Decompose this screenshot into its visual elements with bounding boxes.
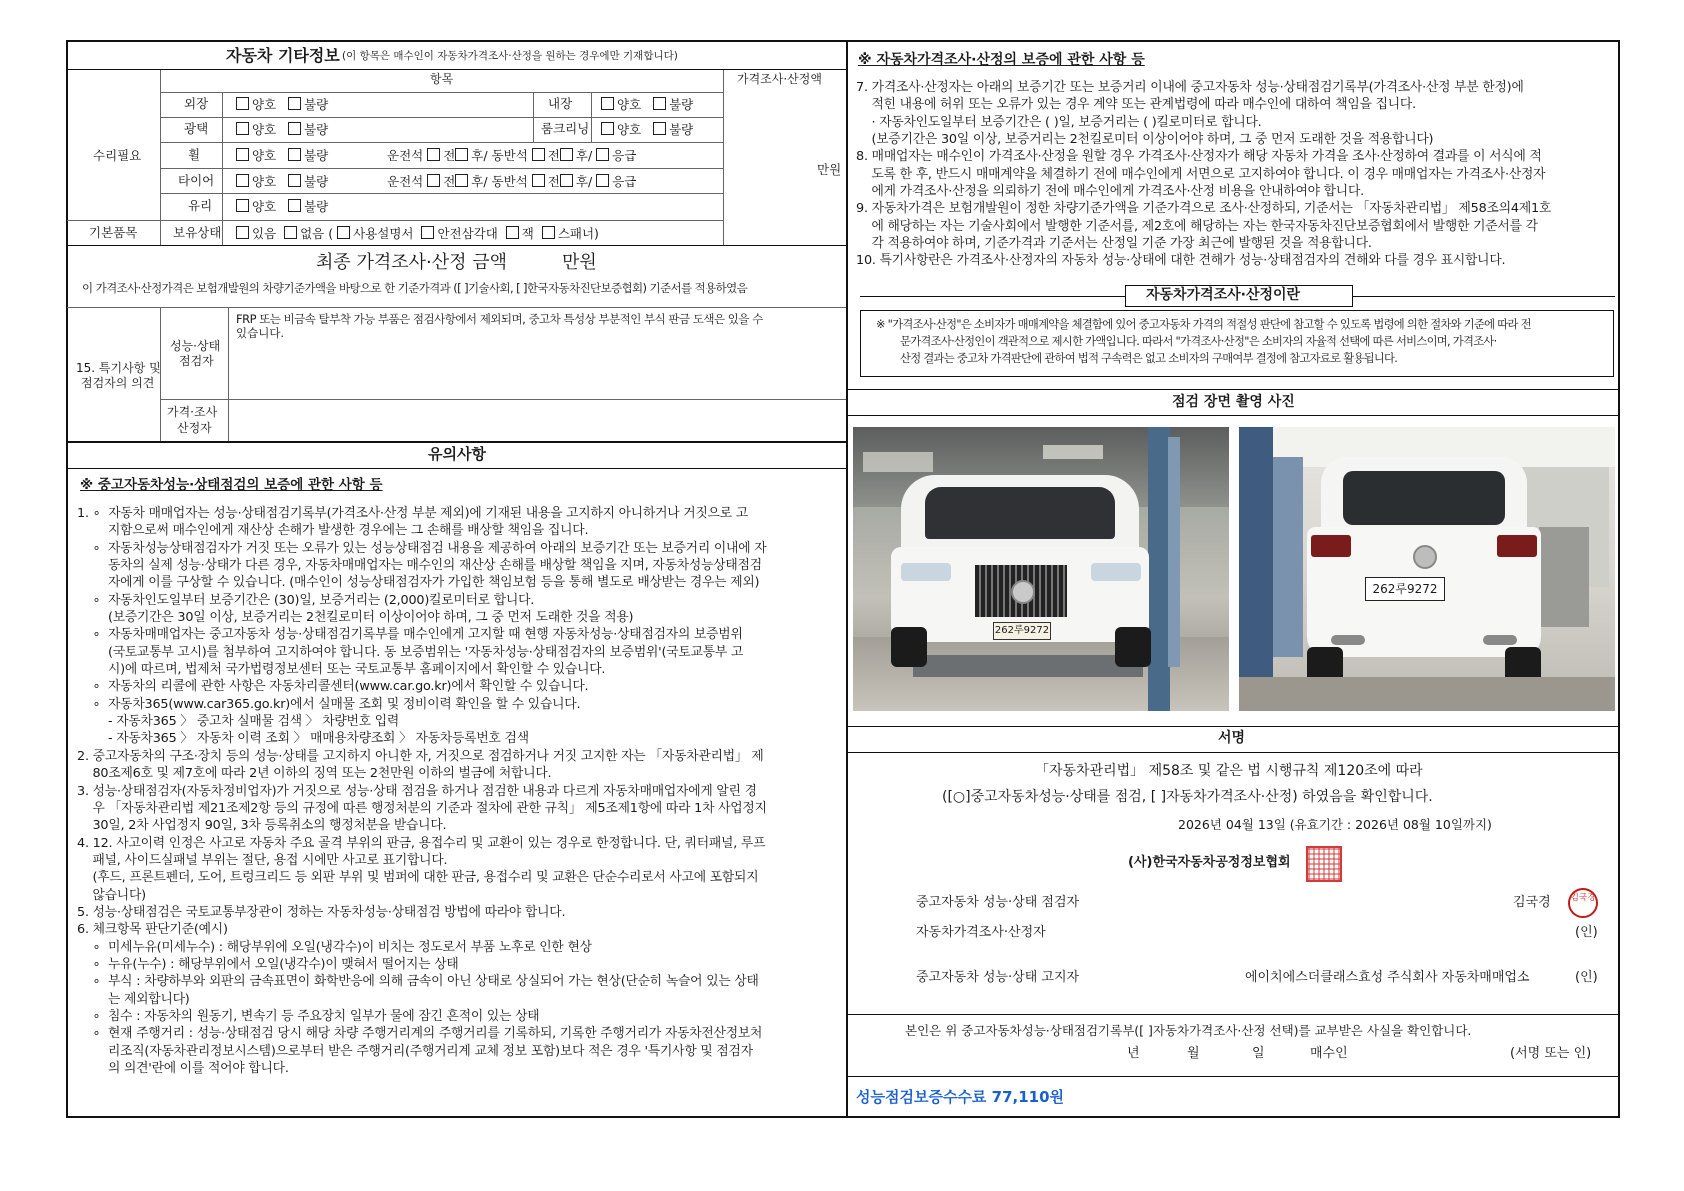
notice-line: ∘ 미세누유(미세누수) : 해당부위에 오일(냉각수)이 비치는 정도로서 부품 노후로 인한 현상 [77,939,592,955]
notice-line: 의 의견'란에 이를 적어야 합니다. [77,1061,289,1076]
lift-pillar [1148,427,1170,711]
notice-line: ∘ 누유(누수) : 해당부위에서 오일(냉각수)이 맺혀서 떨어지는 상태 [77,956,459,972]
spanner-label: 스패너) [557,226,599,241]
other-info-note: (이 항목은 매수인이 자동차가격조사·산정을 원하는 경우에만 기재합니다) [342,50,678,62]
special-remarks-label-1: 15. 특기사항 및 [76,361,161,375]
notice-line: (보증기간은 30일 이상, 보증거리는 2천킬로미터 이상이어야 하며, 그 중 먼저 도래한 것을 적용) [77,610,634,626]
sign-statement-1: 「자동차관리법」 제58조 및 같은 법 시행규칙 제120조에 따라 [1035,763,1423,779]
notice-line: ∘ 침수 : 자동차의 원동기, 변속기 등 주요장치 일부가 물에 잠긴 흔적이 있는 상태 [77,1008,540,1024]
grid-line [67,220,723,221]
month-label: 월 [1187,1046,1200,1061]
checkbox-icon[interactable] [532,174,545,187]
sign-statement-2: ([○]중고자동차성능·상태를 점검, [ ]자동차가격조사·산정) 하였음을 확인합니다. [942,789,1433,805]
manual-label: 사용설명서 [353,226,414,241]
row-room-cleaning: 룸크리닝 [541,121,590,136]
wheel-positions [387,148,636,163]
notice-line: ∘ 자동차365(www.car365.go.kr)에서 실매물 조회 및 정비이력 확인을 할 수 있습니다. [77,696,581,712]
guarantee-line: 7. 가격조사·산정자는 아래의 보증기간 또는 보증거리 이내에 중고자동차 성능·상태점검기록부(가격조사·산정 부분 한정)에 [856,80,1524,95]
guarantee-line: 9. 자동차가격은 보험개발원이 정한 차량기준가액을 기준가격으로 조사·산정하되, 기준서는 「자동차관리법」 제58조의4제1호 [856,201,1552,217]
front-label: 전 [547,174,560,189]
checkbox-icon[interactable] [288,97,301,110]
checkbox-icon[interactable] [236,174,249,187]
rear-label: 후/ [471,148,488,163]
bad-label: 불량 [304,174,329,189]
notice-line: 자에게 이를 구상할 수 있습니다. (매수인이 성능상태점검자가 가입한 책임보험 등을 통해 별도로 배상받는 경우는 제외) [77,575,760,591]
good-label: 양호 [252,199,277,214]
repair-label: 수리필요 [93,148,142,163]
rear-label: 후/ [471,174,488,189]
emergency-label: 응급 [612,148,637,163]
final-price-note: 이 가격조사·산정가격은 보험개발원의 차량기준가액을 바탕으로 한 기준가격과 ([ ]기술사회, [ ]한국자동차진단보증협회) 기준서를 적용하였음 [82,281,748,295]
item-header: 항목 [430,72,454,86]
bad-label: 불량 [304,97,329,112]
windshield [925,487,1115,539]
grid-line [228,307,229,442]
divider [848,415,1619,416]
guarantee-line: 도록 한 후, 반드시 매매계약을 체결하기 전에 매수인에게 서면으로 고지하여야 합니다. 이 경우 매매업자는 가격조사·산정자 [856,166,1546,182]
checkbox-icon[interactable] [532,148,545,161]
notice-line: 리조직(자동차관리정보시스템)으로부터 받은 주행거리(주행거리계 교체 정보 포함)보다 적은 경우 '특기사항 및 점검자 [77,1043,753,1059]
lift-platform [913,655,1143,677]
guarantee-body [856,79,1616,270]
notice-line: (국토교통부 고시)를 첨부하여 고지하여야 합니다. 동 보증범위는 '자동차성능·상태점검자의 보증범위'(국토교통부 고 [77,644,744,660]
guarantee-line: (보증기간은 30일 이상, 보증거리는 2천킬로미터 이상이어야 하며, 그 중 먼저 도래한 것을 적용합니다) [856,132,1434,148]
plate-rear: 262루9272 [1365,577,1445,601]
good-label: 양호 [252,148,277,163]
passenger-seat-label: 동반석 [491,148,528,163]
grid-line [160,92,723,93]
floor [1239,677,1615,711]
driver-seat-label: 운전석 [387,174,424,189]
checkbox-icon[interactable] [653,97,666,110]
row-owned-status: 보유상태 [173,225,222,240]
year-label: 년 [1127,1046,1140,1061]
notifier-name: 에이치에스더클래스효성 주식회사 자동차매매업소 [1245,970,1530,985]
room-options [601,122,693,137]
divider [848,752,1619,753]
glass-options [236,199,328,214]
notice-line: 3. 성능·상태점검자(자동차정비업자)가 거짓으로 성능·상태 점검을 하거나 점검한 내용과 다르게 자동차매매업자에게 알린 경 [77,783,757,799]
grid-line [67,307,846,308]
bad-label: 불량 [304,199,329,214]
checkbox-icon[interactable] [236,122,249,135]
checkbox-icon[interactable] [560,174,573,187]
grid-line [160,399,846,400]
seal-text: 김국경 [1570,893,1596,903]
notice-line: 패널, 사이드실패널 부위는 절단, 용접 시에만 사고로 표기합니다. [77,852,448,868]
checkbox-icon[interactable] [236,199,249,212]
notice-line: 동차의 실제 성능·상태가 다른 경우, 자동차매매업자는 매수인의 재산상 손해를 배상할 책임을 지며, 자동차성능상태점검 [77,558,762,574]
appraiser-label-2: 산정자 [177,421,212,435]
checkbox-icon[interactable] [455,174,468,187]
other-info-title: 자동차 기타정보 [226,46,340,65]
notice-line: 는 제외합니다) [77,991,190,1007]
notice-line: - 자동차365 〉 자동차 이력 조회 〉 매매용차량조회 〉 자동차등록번호 검색 [77,731,529,747]
notice-line: 30일, 2차 사업정지 90일, 3차 등록취소의 행정처분을 받습니다. [77,818,447,834]
checkbox-icon[interactable] [427,174,440,187]
bad-label: 불량 [304,122,329,137]
owned-no-label: 없음 ( [300,226,334,241]
fee-text: 성능점검보증수수료 77,110원 [856,1088,1065,1106]
appraiser-seal-mark: (인) [1575,925,1598,940]
inspector-name: 김국경 [1513,895,1551,910]
notice-line: 4. 12. 사고이력 인정은 사고로 자동차 주요 골격 부위의 판금, 용접수리 및 교환이 있는 경우로 한정합니다. 단, 쿼터패널, 루프 [77,835,766,851]
headlight [901,563,951,581]
checkbox-icon[interactable] [236,226,249,239]
jack-label: 잭 [521,226,534,241]
checkbox-icon[interactable] [421,226,434,239]
notice-body [77,505,842,1077]
bad-label: 불량 [669,97,694,112]
basic-items-label: 기본품목 [89,225,138,240]
divider [67,468,846,469]
price-unit: 만원 [817,162,842,177]
sign-title: 서명 [1218,730,1246,746]
tire [891,627,927,667]
notice-line: 80조제6호 및 제7호에 따라 2년 이하의 징역 또는 2천만원 이하의 벌금에 처합니다. [77,766,552,782]
taillight [1311,535,1351,557]
checkbox-icon[interactable] [288,199,301,212]
notice-line: 지함으로써 매수인에게 재산상 손해가 발생한 경우에는 그 손해를 배상할 책임을 집니다. [77,523,589,539]
checkbox-icon[interactable] [236,148,249,161]
sign-date: 2026년 04월 13일 (유효기간 : 2026년 08월 10일까지) [1178,817,1492,832]
divider [67,441,846,443]
row-gloss: 광택 [184,121,209,136]
checkbox-icon[interactable] [542,226,555,239]
guarantee-heading: ※ 자동차가격조사·산정의 보증에 관한 사항 등 [858,52,1145,68]
column-divider [846,41,848,1117]
driver-seat-label: 운전석 [387,148,424,163]
plate-front: 262루9272 [993,622,1051,640]
divider [848,726,1619,727]
gloss-options [236,122,328,137]
special-remarks-label-2: 점검자의 의견 [81,376,155,390]
checkbox-icon[interactable] [601,97,614,110]
divider [848,1076,1619,1077]
grid-line [160,117,723,118]
good-label: 양호 [252,122,277,137]
grid-line [160,193,723,194]
good-label: 양호 [252,174,277,189]
front-label: 전 [547,148,560,163]
notice-line: 2. 중고자동차의 구조·장치 등의 성능·상태를 고지하지 아니한 자, 거짓으로 점검하거나 거짓 고지한 자는 「자동차관리법」 제 [77,748,764,764]
guarantee-line: 8. 매매업자는 매수인이 가격조사·산정을 원할 경우 가격조사·산정자가 해당 자동차 가격을 조사·산정하여 결과를 이 서식에 적 [856,149,1542,165]
notice-line: 6. 체크항목 판단기준(예시) [77,922,228,938]
whatis-title: 자동차가격조사·산정이란 [1146,287,1301,303]
grid-line [160,70,161,245]
price-header: 가격조사·산정액 [737,72,822,86]
notice-line: 우 「자동차관리법 제21조제2항 등의 규정에 따른 행정처분의 기준과 절차에 관한 규칙」 제5조제1항에 따라 1차 사업정지 [77,800,767,816]
exterior-options [236,97,328,112]
grid-line [160,168,723,169]
tire [1115,627,1151,667]
grid-line [160,142,723,143]
front-label: 전 [443,148,456,163]
light [1043,445,1103,459]
logo-icon [1413,545,1437,569]
whatis-line-3: 산정 결과는 중고차 가격판단에 관하여 법적 구속력은 없고 소비자의 구매여부 결정에 참고자료로 활용됩니다. [900,352,1398,365]
grid-line [723,70,724,245]
passenger-seat-label: 동반석 [491,174,528,189]
appraiser-label-1: 가격·조사 [167,405,218,419]
notice-line: (후드, 프론트펜더, 도어, 트렁크리드 등 외판 부위 및 범퍼에 대한 판금, 용접수리 및 교환은 단순수리로서 사고에 포함되지 [77,870,759,886]
receipt-statement: 본인은 위 중고자동차성능·상태점검기록부([ ]자동차가격조사·산정 선택)를 교부받은 사실을 확인합니다. [905,1023,1472,1038]
tire-options [236,174,328,189]
divider [848,1014,1619,1015]
row-exterior: 외장 [184,96,209,111]
notice-line: ∘ 자동차의 리콜에 관한 사항은 자동차리콜센터(www.car.go.kr)에서 확인할 수 있습니다. [77,679,589,695]
owned-yes-label: 있음 [252,226,277,241]
inspection-photo-rear [1239,427,1615,711]
checkbox-icon[interactable] [455,148,468,161]
notice-line: ∘ 현재 주행거리 : 성능·상태점검 당시 해당 차량 주행거리계의 주행거리를 기록하되, 기록한 주행거리가 자동차전산정보처 [77,1026,763,1042]
rear-label: 후/ [575,148,593,163]
light [863,452,933,472]
checkbox-icon[interactable] [653,122,666,135]
notice-heading: ※ 중고자동차성능·상태점검의 보증에 관한 사항 등 [80,477,383,493]
guarantee-line: 에게 가격조사·산정을 의뢰하기 전에 매수인에게 가격조사·산정 비용을 안내하여야 합니다. [856,184,1365,200]
lift-pillar [1273,457,1303,657]
owned-options [236,226,599,241]
guarantee-line: 적힌 내용에 허위 또는 오류가 있는 경우 계약 또는 관계법령에 따라 매수인에 대하여 책임을 집니다. [856,97,1416,113]
interior-options [601,97,693,112]
checkbox-icon[interactable] [284,226,297,239]
exhaust [1483,635,1517,645]
checkbox-icon[interactable] [596,174,609,187]
checkbox-icon[interactable] [427,148,440,161]
inspector-label-2: 점검자 [179,354,214,368]
inspection-photo-front [853,427,1229,711]
notice-line: ∘ 자동차매매업자는 중고자동차 성능·상태점검기록부를 매수인에게 고지할 때 현행 자동차성능·상태점검자의 보증범위 [77,627,743,643]
association-name: (사)한국자동차공정정보협회 [1128,855,1291,870]
photo-title: 점검 장면 촬영 사진 [1172,394,1295,410]
notifier-role: 중고자동차 성능·상태 고지자 [916,970,1080,985]
day-label: 일 [1252,1046,1265,1061]
good-label: 양호 [617,97,642,112]
whatis-line-2: 문가격조사·산정인이 객관적으로 제시한 가액입니다. 따라서 "가격조사·산정"은 소비자의 자율적 선택에 따른 서비스이며, 가격조사· [900,335,1497,348]
notifier-seal-mark: (인) [1575,970,1598,985]
guarantee-line: 10. 특기사항란은 가격조사·산정자의 자동차 성능·상태에 대한 견해가 성능·상태점검자의 견해와 다를 경우 표시합니다. [856,253,1506,269]
exhaust [1331,635,1365,645]
logo-icon [1011,580,1035,604]
row-interior: 내장 [548,96,573,111]
appraiser-role: 자동차가격조사·산정자 [916,925,1046,940]
guarantee-line: · 자동차인도일부터 보증기간은 ( )일, 보증거리는 ( )킬로미터로 합니다. [856,114,1262,130]
bad-label: 불량 [304,148,329,163]
notice-line: - 자동차365 〉 중고차 실매물 검색 〉 차량번호 입력 [77,714,400,730]
guarantee-line: 각 적용하여야 하며, 기준가격과 기준서는 산정일 기준 가장 최근에 발행된 것을 적용합니다. [856,236,1372,252]
good-label: 양호 [252,97,277,112]
door [1539,527,1589,627]
checkbox-icon[interactable] [596,148,609,161]
triangle-label: 안전삼각대 [437,226,498,241]
good-label: 양호 [617,122,642,137]
inspector-label-1: 성능·상태 [170,339,221,353]
row-wheel: 휠 [188,147,201,162]
bad-label: 불량 [669,122,694,137]
guarantee-line: 에 해당하는 자는 기술사회에서 발행한 기준서를, 제2호에 해당하는 자는 한국자동차진단보증협회에서 발행한 기준서를 각 [856,218,1538,234]
notice-line: ∘ 자동차성능상태점검자가 거짓 또는 오류가 있는 성능상태점검 내용을 제공하여 아래의 보증기간 또는 보증거리 이내에 자 [77,540,767,556]
taillight [1497,535,1537,557]
wheel-options [236,148,328,163]
emergency-label: 응급 [612,174,637,189]
inspector-role: 중고자동차 성능·상태 점검자 [916,895,1080,910]
checkbox-icon[interactable] [601,122,614,135]
rear-window [1343,471,1505,525]
notice-line: 1. ∘ 자동차 매매업자는 성능·상태점검기록부(가격조사·산정 부분 제외)에 기재된 내용을 고지하지 아니하거나 거짓으로 고 [77,506,748,521]
final-price-unit: 만원 [562,252,597,273]
row-tire: 타이어 [178,173,215,188]
whatis-line-1: ※ "가격조사·산정"은 소비자가 매매계약을 체결함에 있어 중고자동차 가격의 적절성 판단에 참고할 수 있도록 법령에 의한 절차와 기준에 따라 전 [876,318,1531,331]
grid-line [67,245,846,246]
lift-pillar [1239,427,1273,711]
notice-line: 않습니다) [77,887,146,903]
notice-line: 시)에 따르며, 법제처 국가법령정보센터 또는 국토교통부 홈페이지에서 확인할 수 있습니다. [77,662,606,678]
checkbox-icon[interactable] [236,97,249,110]
sign-or-seal-label: (서명 또는 인) [1510,1046,1592,1061]
headlight [1091,563,1141,581]
rear-label: 후/ [575,174,593,189]
buyer-label: 매수인 [1310,1046,1348,1061]
seal-stamp-icon [1568,888,1598,918]
grid-line [591,92,592,142]
checkbox-icon[interactable] [560,148,573,161]
checkbox-icon[interactable] [337,226,350,239]
checkbox-icon[interactable] [288,148,301,161]
checkbox-icon[interactable] [506,226,519,239]
inspector-opinion-line-2: 있습니다. [236,326,285,340]
notice-line: ∘ 자동차인도일부터 보증기간은 (30)일, 보증거리는 (2,000)킬로미터로 합니다. [77,592,535,608]
tire-positions [387,174,636,189]
divider [848,389,1619,390]
checkbox-icon[interactable] [288,122,301,135]
row-glass: 유리 [188,198,213,213]
inspector-opinion-line-1: FRP 또는 비금속 탈부착 가능 부품은 점검사항에서 제외되며, 중고차 특성상 부분적인 부식 판금 도색은 있을 수 [236,312,763,326]
notice-line: 5. 성능·상태점검은 국토교통부장관이 정하는 자동차성능·상태점검 방법에 따라야 합니다. [77,904,566,920]
notice-line: ∘ 부식 : 차량하부와 외판의 금속표면이 화학반응에 의해 금속이 아닌 상태로 상실되어 가는 현상(단순히 녹슬어 있는 상태 [77,974,759,990]
divider [67,69,846,70]
grid-line [533,92,534,142]
front-label: 전 [443,174,456,189]
lift-pillar [1168,437,1180,667]
notice-title: 유의사항 [428,445,486,463]
final-price-title: 최종 가격조사·산정 금액 [316,252,508,273]
association-stamp-icon [1306,846,1342,882]
checkbox-icon[interactable] [288,174,301,187]
